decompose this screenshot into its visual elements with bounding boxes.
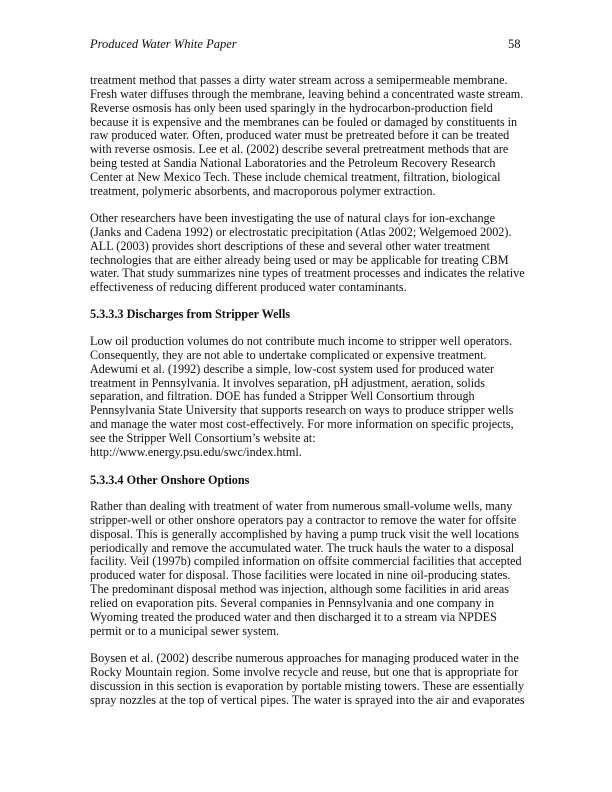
text-line: technologies that are either already being used or may be applicable for treating CBM <box>90 252 509 267</box>
text-line: treatment in Pennsylvania. It involves separation, pH adjustment, aeration, solids <box>90 375 485 390</box>
text-line: Low oil production volumes do not contribute much income to stripper well operators. <box>90 334 513 348</box>
text-line: Rocky Mountain region. Some involve recycle and reuse, but one that is appropriate for <box>90 664 519 679</box>
text-line: because it is expensive and the membranes can be fouled or damaged by constituents in <box>90 114 518 129</box>
paragraph-other-researchers <box>90 212 525 295</box>
paragraph-stripper-wells <box>90 335 514 460</box>
text-line: spray nozzles at the top of vertical pipes. The water is sprayed into the air and evaporates <box>90 692 525 707</box>
paragraph-boysen <box>90 652 525 707</box>
text-line: Pennsylvania State University that supports research on ways to produce stripper wells <box>90 403 514 418</box>
text-line: permit or to a municipal sewer system. <box>90 623 280 638</box>
text-line: treatment method that passes a dirty water stream across a semipermeable membrane. <box>90 73 508 87</box>
section-heading-stripper-wells: 5.3.3.3 Discharges from Stripper Wells <box>90 307 291 321</box>
text-line: produced water for disposal. Those facilities were located in nine oil-producing states. <box>90 568 511 583</box>
text-line: raw produced water. Often, produced water must be pretreated before it can be treated <box>90 128 510 143</box>
text-line: with reverse osmosis. Lee et al. (2002) describe several pretreatment methods that are <box>90 142 509 157</box>
text-line: being tested at Sandia National Laboratories and the Petroleum Recovery Research <box>90 156 496 171</box>
text-line: Fresh water diffuses through the membrane, leaving behind a concentrated waste stream. <box>90 86 524 101</box>
text-line: separation, and filtration. DOE has funded a Stripper Well Consortium through <box>90 389 475 404</box>
text-line: and manage the water most cost-effectively. For more information on specific projects, <box>90 417 514 432</box>
text-line: see the Stripper Well Consortium’s website at: <box>90 430 316 445</box>
text-line: Center at New Mexico Tech. These include chemical treatment, filtration, biological <box>90 169 501 184</box>
text-line: stripper-well or other onshore operators pay a contractor to remove the water for offsite <box>90 512 517 527</box>
text-line: http://www.energy.psu.edu/swc/index.html. <box>90 444 302 459</box>
running-header-title: Produced Water White Paper <box>90 37 237 51</box>
text-line: Wyoming treated the produced water and then discharged it to a stream via NPDES <box>90 609 497 624</box>
text-line: periodically and remove the accumulated water. The truck hauls the water to a disposal <box>90 540 515 555</box>
text-line: ALL (2003) provides short descriptions of these and several other water treatment <box>90 238 490 253</box>
text-line: Boysen et al. (2002) describe numerous approaches for managing produced water in the <box>90 651 519 665</box>
text-line: Consequently, they are not able to undertake complicated or expensive treatment. <box>90 347 487 362</box>
paragraph-reverse-osmosis <box>90 74 523 199</box>
text-line: effectiveness of reducing different produced water contaminants. <box>90 280 407 295</box>
paragraph-onshore-options <box>90 500 522 638</box>
text-line: Rather than dealing with treatment of water from numerous small-volume wells, many <box>90 499 513 513</box>
text-line: (Janks and Cadena 1992) or electrostatic precipitation (Atlas 2002; Welgemoed 2002). <box>90 224 512 239</box>
section-heading-onshore-options: 5.3.3.4 Other Onshore Options <box>90 473 250 487</box>
text-line: treatment, polymeric absorbents, and macroporous polymer extraction. <box>90 183 436 198</box>
text-line: facility. Veil (1997b) compiled information on offsite commercial facilities that accepted <box>90 554 522 569</box>
text-line: water. That study summarizes nine types of treatment processes and indicates the relative <box>90 266 525 281</box>
text-line: Other researchers have been investigating the use of natural clays for ion-exchange <box>90 211 496 225</box>
text-line: disposal. This is generally accomplished by having a pump truck visit the well locations <box>90 526 519 541</box>
text-line: discussion in this section is evaporation by portable misting towers. These are essentially <box>90 678 525 693</box>
text-line: The predominant disposal method was injection, although some facilities in arid areas <box>90 582 510 597</box>
text-line: Adewumi et al. (1992) describe a simple, low-cost system used for produced water <box>90 361 495 376</box>
page-number: 58 <box>508 37 521 51</box>
text-line: relied on evaporation pits. Several companies in Pennsylvania and one company in <box>90 595 495 610</box>
text-line: Reverse osmosis has only been used sparingly in the hydrocarbon-production field <box>90 100 493 115</box>
